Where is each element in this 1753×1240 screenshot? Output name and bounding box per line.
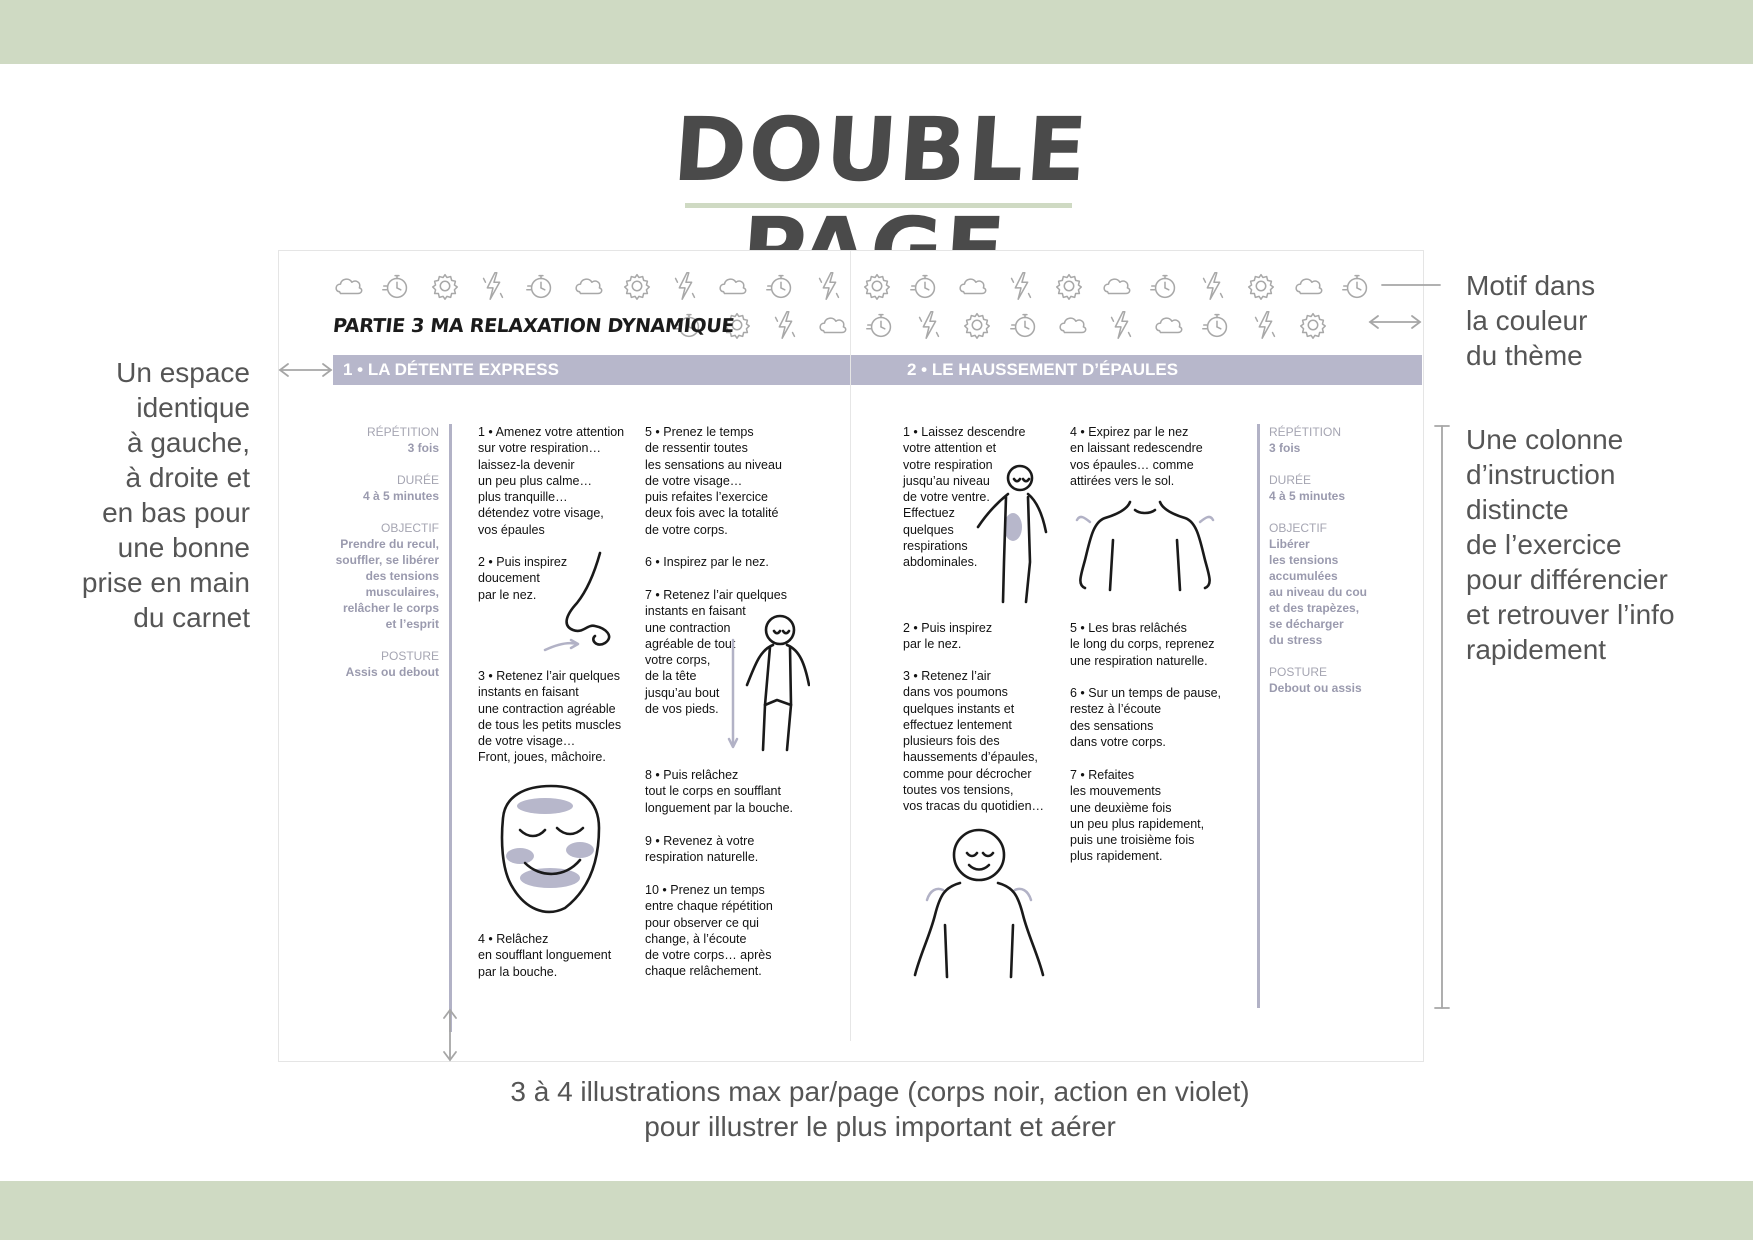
step-5: 5 • Prenez le temps de ressentir toutes les sensations au niveau de votre visage… puis refaites l’exercice deux fois avec la totalité de votre corps. (645, 425, 782, 537)
posture-label: POSTURE (380, 649, 439, 663)
gear-icon (1237, 268, 1285, 304)
lightning-icon (805, 268, 853, 304)
posture-label: POSTURE (1269, 665, 1328, 679)
cloud-icon (565, 268, 613, 304)
page-title: DOUBLE (670, 98, 1092, 201)
duree-value: 4 à 5 minutes (1269, 489, 1346, 503)
step-2: 2 • Puis inspirez par le nez. (903, 621, 993, 652)
step-3: 3 • Retenez l’air quelques instants en faisant une contraction agréable de tous les petits muscles de votre visage… Front, joues, mâchoire. (478, 669, 622, 765)
step-9: 9 • Revenez à votre respiration naturelle. (645, 834, 759, 865)
step-8: 8 • Puis relâchez tout le corps en soufflant longuement par la bouche. (645, 768, 794, 815)
stopwatch-icon (1001, 307, 1049, 343)
repetition-label: RÉPÉTITION (1269, 425, 1342, 439)
shrug-body-illustration (905, 825, 1053, 980)
gear-icon (1289, 307, 1337, 343)
step-3: 3 • Retenez l’air dans vos poumons quelques instants et effectuez lentement plusieurs fois des haussements d’épaules, comme pour décrocher toutes vos tensions, vos tracas du quotidien… (903, 669, 1045, 814)
instruction-divider-left (449, 424, 452, 1032)
objectif-value: Prendre du recul, souffler, se libérer des tensions musculaires, relâcher le corps et l’esprit (335, 537, 439, 631)
stopwatch-icon (901, 268, 949, 304)
lightning-icon (997, 268, 1045, 304)
part-title: PARTIE 3 MA RELAXATION DYNAMIQUE (331, 315, 736, 337)
lightning-icon (661, 268, 709, 304)
gear-icon (421, 268, 469, 304)
repetition-value: 3 fois (407, 441, 439, 455)
stopwatch-icon (1193, 307, 1241, 343)
title-underline (685, 203, 1072, 208)
lightning-icon (905, 307, 953, 343)
lightning-icon (1241, 307, 1289, 343)
objectif-label: OBJECTIF (380, 521, 439, 535)
step-4: 4 • Expirez par le nez en laissant redescendre vos épaules… comme attirées vers le sol. (1070, 425, 1203, 488)
stopwatch-icon (517, 268, 565, 304)
theme-pattern-row-2 (665, 307, 1337, 343)
cloud-icon (1093, 268, 1141, 304)
instruction-column-left (318, 424, 439, 680)
step-10: 10 • Prenez un temps entre chaque répétition pour observer ce qui change, à l’écoute de votre corps… après chaque relâchement. (645, 883, 773, 979)
cloud-icon (1145, 307, 1193, 343)
step-1: 1 • Laissez descendre votre attention et votre respiration jusqu’au niveau de votre ventre. Effectuez quelques respirations abdominales. (903, 425, 1026, 570)
gear-icon (1045, 268, 1093, 304)
bottom-green-band (0, 1181, 1753, 1240)
top-green-band (0, 0, 1753, 64)
objectif-label: OBJECTIF (1269, 521, 1328, 535)
stopwatch-icon (373, 268, 421, 304)
cloud-icon (325, 268, 373, 304)
cloud-icon (709, 268, 757, 304)
annotation-left-margin: Un espace identique à gauche, à droite et en bas pour une bonne prise en main du carnet (81, 357, 250, 633)
cloud-icon (949, 268, 997, 304)
duree-label: DURÉE (396, 473, 439, 487)
left-steps-col-2 (645, 424, 810, 979)
posture-value: Debout ou assis (1269, 681, 1362, 695)
instruction-divider-right (1257, 424, 1260, 1008)
gear-icon (613, 268, 661, 304)
step-6: 6 • Inspirez par le nez. (645, 555, 769, 569)
belly-body-illustration (968, 462, 1048, 607)
objectif-value: Libérer les tensions accumulées au niveau du cou et des trapèzes, se décharger du stress (1269, 537, 1368, 647)
cloud-icon (809, 307, 857, 343)
step-1: 1 • Amenez votre attention sur votre respiration… laissez-la devenir un peu plus calme… plus tranquille… détendez votre visage, vos épaules (478, 425, 625, 537)
gear-icon (953, 307, 1001, 343)
stopwatch-icon (1333, 268, 1381, 304)
stopwatch-icon (1141, 268, 1189, 304)
face-illustration (495, 778, 607, 918)
left-steps-col-1 (478, 424, 643, 979)
nose-illustration (535, 548, 635, 658)
cloud-icon (1049, 307, 1097, 343)
step-7: 7 • Refaites les mouvements une deuxième fois un peu plus rapidement, puis une troisième fois plus rapidement. (1070, 768, 1205, 864)
duree-label: DURÉE (1269, 473, 1312, 487)
exercise-heading-left: 1 • LA DÉTENTE EXPRESS (333, 355, 850, 385)
step-5: 5 • Les bras relâchés le long du corps, reprenez une respiration naturelle. (1070, 621, 1215, 668)
stopwatch-icon (757, 268, 805, 304)
annotation-instruction-column: Une colonne d’instruction distincte de l’exercice pour différencier et retrouver l’info rapidement (1466, 424, 1675, 665)
shoulders-back-illustration (1075, 500, 1215, 595)
lightning-icon (1189, 268, 1237, 304)
step-4: 4 • Relâchez en soufflant longuement par la bouche. (478, 932, 612, 979)
gear-icon (853, 268, 901, 304)
step-2: 2 • Puis inspirez doucement par le nez. (478, 555, 568, 602)
step-7: 7 • Retenez l’air quelques instants en faisant une contraction agréable de tout votre corps, de la tête jusqu’au bout de vos pieds. (645, 588, 787, 717)
right-steps-col-2 (1070, 424, 1250, 864)
lightning-icon (469, 268, 517, 304)
lightning-icon (761, 307, 809, 343)
repetition-label: RÉPÉTITION (366, 425, 439, 439)
lightning-icon (1097, 307, 1145, 343)
cloud-icon (1285, 268, 1333, 304)
repetition-value: 3 fois (1269, 441, 1301, 455)
annotation-motif: Motif dans la couleur du thème (1466, 270, 1596, 371)
posture-value: Assis ou debout (345, 665, 439, 679)
theme-pattern-row-1 (325, 268, 1381, 304)
stopwatch-icon (857, 307, 905, 343)
instruction-column-right (1269, 424, 1389, 696)
step-6: 6 • Sur un temps de pause, restez à l’écoute des sensations dans votre corps. (1070, 686, 1221, 749)
body-illustration (725, 605, 810, 760)
duree-value: 4 à 5 minutes (362, 489, 439, 503)
annotation-illustrations: 3 à 4 illustrations max par/page (corps noir, action en violet) pour illustrer le plus important et aérer (510, 1076, 1250, 1142)
exercise-heading-right: 2 • LE HAUSSEMENT D’ÉPAULES (851, 355, 1422, 385)
